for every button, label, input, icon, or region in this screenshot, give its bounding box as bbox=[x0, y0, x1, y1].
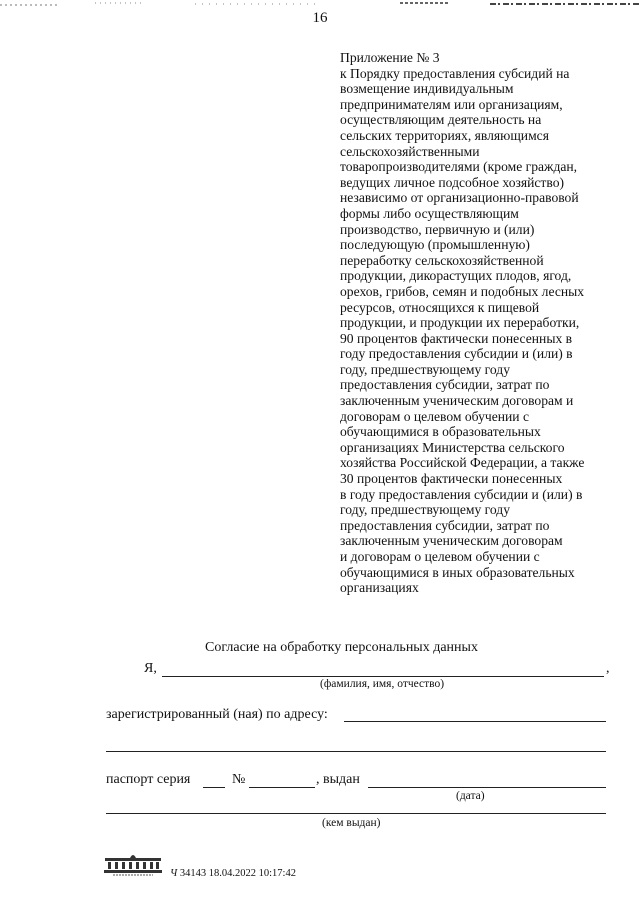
appendix-header bbox=[340, 50, 615, 596]
appendix-line: году предоставления субсидии и (или) в bbox=[340, 346, 573, 362]
i-label: Я, bbox=[144, 661, 157, 676]
appendix-line: осуществляющим деятельность на bbox=[340, 112, 542, 128]
appendix-line: и договорам о целевом обучении с bbox=[340, 549, 540, 564]
appendix-line: хозяйства Российской Федерации, а также bbox=[340, 455, 585, 471]
appendix-line: 90 процентов фактически понесенных в bbox=[340, 330, 573, 346]
stamp-text: 34143 18.04.2022 10:17:42 bbox=[179, 868, 296, 879]
appendix-line: предпринимателям или организациям, bbox=[340, 96, 563, 112]
issuer-field[interactable] bbox=[106, 813, 606, 814]
government-building-logo-icon bbox=[103, 852, 163, 876]
passport-number-label: № bbox=[232, 772, 246, 787]
name-hint: (фамилия, имя, отчество) bbox=[320, 678, 445, 690]
address-field[interactable] bbox=[344, 721, 606, 722]
appendix-line: продукции, и продукции их переработки, bbox=[340, 315, 580, 331]
appendix-line: в году предоставления субсидии и (или) в bbox=[340, 486, 583, 502]
appendix-line: обучающимися в образовательных bbox=[340, 424, 541, 440]
appendix-line: формы либо осуществляющим bbox=[340, 205, 519, 221]
issuer-hint: (кем выдан) bbox=[322, 817, 381, 829]
appendix-line: Приложение № 3 bbox=[340, 50, 440, 65]
address-label: зарегистрированный (ная) по адресу: bbox=[106, 707, 328, 722]
address-field-continued[interactable] bbox=[106, 751, 606, 752]
full-name-field[interactable] bbox=[162, 676, 604, 677]
passport-series-field[interactable] bbox=[203, 787, 225, 788]
appendix-line: к Порядку предоставления субсидий на bbox=[340, 65, 570, 81]
appendix-line: сельскохозяйственными bbox=[340, 143, 480, 159]
appendix-line: переработку сельскохозяйственной bbox=[340, 252, 544, 268]
appendix-line: товаропроизводителями (кроме граждан, bbox=[340, 159, 578, 175]
consent-title: Согласие на обработку персональных данных bbox=[205, 640, 478, 655]
appendix-line: сельских территориях, являющимся bbox=[340, 127, 549, 143]
appendix-line: продукции, дикорастущих плодов, ягод, bbox=[340, 268, 572, 284]
appendix-line: последующую (промышленную) bbox=[340, 237, 530, 253]
appendix-line: заключенным ученическим договорам и bbox=[340, 393, 574, 409]
appendix-line: организациях Министерства сельского bbox=[340, 439, 565, 455]
appendix-line: предоставления субсидии, затрат по bbox=[340, 517, 550, 533]
passport-series-label: паспорт серия bbox=[106, 772, 191, 787]
issued-label: , выдан bbox=[316, 772, 360, 787]
appendix-line: предоставления субсидии, затрат по bbox=[340, 377, 550, 393]
appendix-line: 30 процентов фактически понесенных bbox=[340, 471, 563, 487]
page-number: 16 bbox=[312, 10, 328, 26]
appendix-line: независимо от организационно-правовой bbox=[340, 190, 579, 206]
document-stamp bbox=[170, 868, 296, 879]
issue-date-field[interactable] bbox=[368, 787, 606, 788]
appendix-line: орехов, грибов, семян и подобных лесных bbox=[340, 283, 585, 299]
appendix-line: заключенным ученическим договорам bbox=[340, 533, 563, 549]
appendix-line: ресурсов, относящихся к пищевой bbox=[340, 299, 540, 315]
appendix-line: договорам о целевом обучении с bbox=[340, 408, 530, 424]
appendix-line: году, предшествующему году bbox=[340, 502, 511, 518]
appendix-line: возмещение индивидуальным bbox=[340, 81, 514, 97]
date-hint: (дата) bbox=[456, 790, 485, 802]
stamp-mark-icon: Ч bbox=[170, 868, 178, 879]
passport-number-field[interactable] bbox=[249, 787, 315, 788]
appendix-line: обучающимися в иных образовательных bbox=[340, 564, 575, 580]
appendix-line: производство, первичную и (или) bbox=[340, 221, 535, 237]
appendix-line: ведущих личное подсобное хозяйство) bbox=[340, 174, 565, 190]
appendix-line: организациях bbox=[340, 580, 419, 596]
appendix-line: году, предшествующему году bbox=[340, 361, 511, 377]
name-comma: , bbox=[606, 661, 610, 676]
